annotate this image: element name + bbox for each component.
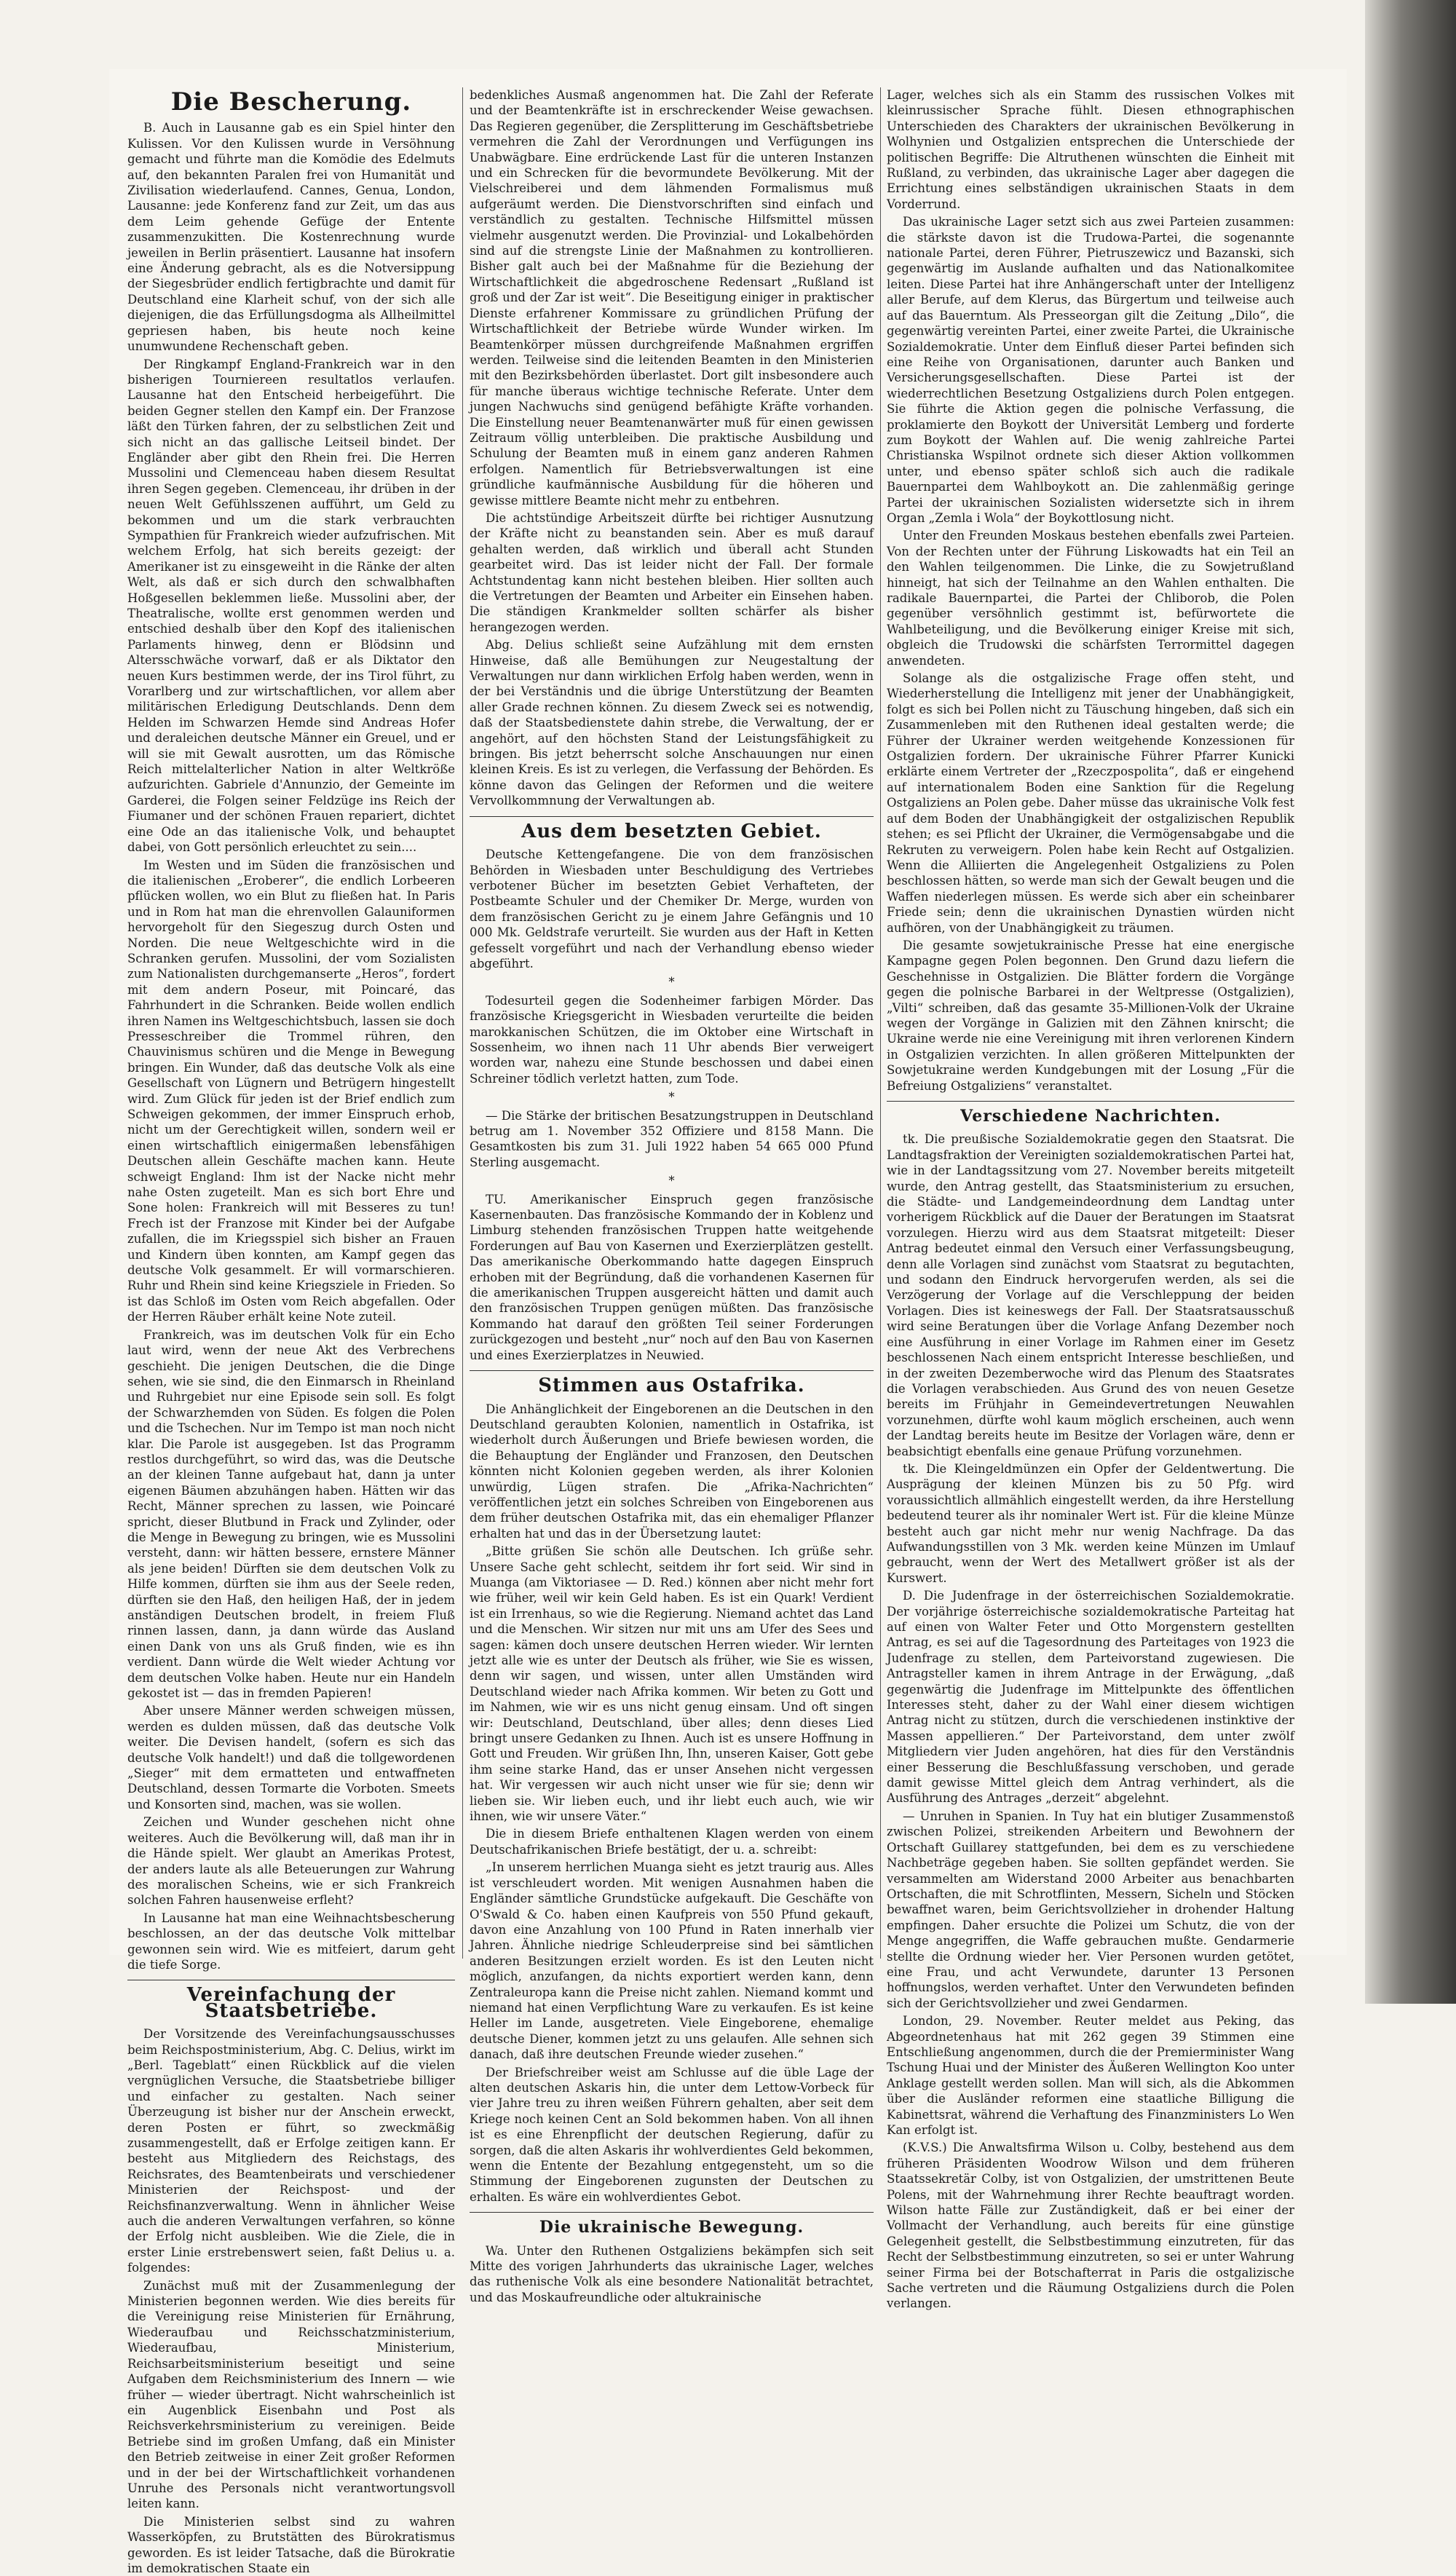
paragraph: Die Ministerien selbst sind zu wahren Wasserköpfen, zu Brutstätten des Bürokratismus geworden. Es ist leider Tatsache, daß die Bürokratie im demokratischen Staate ein [127,2514,455,2575]
paragraph: Todesurteil gegen die Sodenheimer farbigen Mörder. Das französische Kriegsgericht in Wiesbaden verurteilte die beiden marokkanischen Schützen, die im Oktober eine Wirtschaft in Sossenheim, wo ihnen nach 11 Uhr abends Bier verweigert worden war, nahezu eine Stunde beschossen und dabei einen Schreiner tödlich verletzt hatten, zum Tode. [470,993,874,1086]
column-rule [880,87,881,1959]
column-rule [462,87,463,1959]
paragraph: In Lausanne hat man eine Weihnachtsbescherung beschlossen, an der das deutsche Volk mittelbar gewonnen sein wird. Wie es mitfeiert, darum geht die tiefe Sorge. [127,1911,455,1972]
paragraph: Solange als die ostgalizische Frage offen steht, und Wiederherstellung die Intelligenz mit jener der Unabhängigkeit, folgt es sich bei Pollen nicht zu Täuschung hingeben, daß sich ein Zusammenleben mit den Ruthenen ideal gestalten werde; die Führer der Ukrainer werden weitgehende Konzessionen für Ostgalizien fordern. Der ukrainische Führer Pfarrer Kunicki erklärte einem Vertreter der „Rzeczpospolita“, daß er eingehend auf internationalem Boden eine Sanktion für die Regelung Ostgaliziens an Polen gebe. Daher müsse das ukrainische Volk fest auf dem Boden der Unabhängigkeit der ostgalizischen Republik stehen; es sei Pflicht der Ukrainer, die Vermögensabgabe und die Rekruten zu verweigern. Polen habe kein Recht auf Ostgalizien. Wenn die Alliierten die Angelegenheit Ostgaliziens zu Polen beschlossen hätten, so werde man sich der Gewalt beugen und die Waffen niederlegen müssen. Es werde sich aber ein scheinbarer Friede sein; denn die ukrainischen Dynastien würden nicht aufhören, von der Unabhängigkeit zu träumen. [887,671,1294,935]
paragraph: Die gesamte sowjetukrainische Presse hat eine energische Kampagne gegen Polen begonnen. Den Grund dazu liefern die Geschehnisse in Ostgalizien. Die Blätter fordern die Vorgänge gegen die polnische Barbarei in der Weltpresse (Ostgalizien), „Vilti“ schreiben, daß das gesamte 35-Millionen-Volk der Ukraine wegen der Vorgänge in Galizien mit den Zähnen knirscht; die Ukraine werde nie eine Vereinigung mit ihren verlorenen Kindern in Ostgalizien verzichten. In allen größeren Mittelpunkten der Sowjetukraine werden Kundgebungen mit der Losung „Für die Befreiung Ostgaliziens“ veranstaltet. [887,938,1294,1093]
paragraph: Deutsche Kettengefangene. Die von dem französischen Behörden in Wiesbaden unter Beschuldigung des Vertriebes verbotener Bücher im besetzten Gebiet Verhafteten, der Postbeamte Schuler und der Chemiker Dr. Merge, wurden von dem französischen Gericht zu je einem Jahre Gefängnis und 10 000 Mk. Geldstrafe verurteilt. Sie wurden aus der Haft in Ketten gefesselt vorgeführt und nach der Verhandlung ebenso wieder abgeführt. [470,848,874,971]
paragraph: (K.V.S.) Die Anwaltsfirma Wilson u. Colby, bestehend aus dem früheren Präsidenten Woodrow Wilson und dem früheren Staatssekretär Colby, ist von Ostgalizien, der umstrittenen Beute Polens, mit der Wahrnehmung ihrer Rechte beauftragt worden. Wilson hatte Fälle zur Zuständigkeit, daß er bei einer der Vollmacht der Verhandlung, auch bereits für eine günstige Gelegenheit gestellt, die Selbstbestimmung einzutreten, für das Recht der Selbstbestimmung einzutreten, so sei er unter Wahrung seiner Firma bei der Botschafterrat in Paris die ostgalizische Sache vertreten und die Räumung Ostgaliziens durch die Polen verlangen. [887,2141,1294,2311]
scan-edge-shadow [1365,0,1456,2004]
paragraph: TU. Amerikanischer Einspruch gegen französische Kasernenbauten. Das französische Kommando der in Koblenz und Limburg stehenden französischen Truppen hatte weitgehende Forderungen auf Bau von Kasernen und Exerzierplätzen gestellt. Das amerikanische Oberkommando hatte dagegen Einspruch erhoben mit der Begründung, daß die vorhandenen Kasernen für die amerikanischen Truppen ausgereicht hätten und damit auch den französischen Truppen genügen müßten. Das französische Kommando hat darauf den größten Teil seiner Forderungen zurückgezogen und besteht „nur“ noch auf den Bau von Kasernen und eines Exerzierplatzes in Neuwied. [470,1192,874,1362]
paragraph: tk. Die preußische Sozialdemokratie gegen den Staatsrat. Die Landtagsfraktion der Vereinigten sozialdemokratischen Partei hat, wie in der Landtagssitzung vom 27. November bereits mitgeteilt wurde, den Antrag gestellt, das Staatsministerium zu ersuchen, die Städte- und Landgemeindeordnung dem Landtag unter vorherigem Rückblick auf die Dauer der Beratungen im Staatsrat vorzulegen. Hierzu wird aus dem Staatsrat mitgeteilt: Dieser Antrag bedeutet einmal den Versuch einer Verfassungsbeugung, denn alle Vorlagen sind zunächst vom Staatsrat zu begutachten, und sodann den Eindruck hervorgerufen werden, als sei die Verzögerung der Vorlage auf die Verschleppung der beiden Vorlagen. Dies ist keineswegs der Fall. Der Staatsratsausschuß wird seine Beratungen über die Vorlage Anfang Dezember noch eine Ausführung in einer Vorlage im Rahmen einer im Gesetz beschlossenen Nach einem entspricht Interesse beschließen, und in der zweiten Dezemberwoche wird das Plenum des Staatsrates die Vorlagen verabschieden. Aus Grund des von neuen Gesetze bereits im Frühjahr in Gemeindevertretungen Neuwahlen vorzunehmen, dürfte wohl kaum möglich erscheinen, auch wenn der Landtag bereits heute im Besitze der Vorlagen wäre, denn er beabsichtigt ebenfalls eine genaue Prüfung vorzunehmen. [887,1132,1294,1458]
star-divider: * [668,1090,675,1105]
article-title-ukrainische-bewegung: Die ukrainische Bewegung. [539,2218,804,2237]
column-2 [470,87,874,2304]
paragraph: Die achtstündige Arbeitszeit dürfte bei richtiger Ausnutzung der Kräfte nicht zu beanstanden sein. Aber es muß darauf gehalten werden, daß wirklich und überall acht Stunden gearbeitet wird. Das ist leider nicht der Fall. Der formale Achtstundentag kann nicht bestehen bleiben. Hier sollten auch die Vertretungen der Beamten und Arbeiter ein Einsehen haben. Die ständigen Krankmelder sollten schärfer als bisher herangezogen werden. [470,510,874,634]
article-separator [887,1101,1294,1102]
paragraph: — Unruhen in Spanien. In Tuy hat ein blutiger Zusammenstoß zwischen Polizei, streikenden Arbeitern und Bewohnern der Ortschaft Guillarey stattgefunden, bei dem es zu verschiedene Nachbeträge gegeben haben. Sie sollten gepfändet werden. Sie versammelten am Widerstand 2000 Arbeiter aus benachbarten Ortschaften, die mit Schrotflinten, Messern, Sicheln und Stöcken bewaffnet waren, beim Gerichtsvollzieher in drohender Haltung empfingen. Daher ersuchte die Polizei um Schutz, die von der Menge angegriffen, die Waffe gebrauchen mußte. Gendarmerie stellte die Ordnung wieder her. Vier Personen wurden getötet, eine Frau, und acht Verwundete, darunter 13 Personen hoffnungslos, werden verhaftet. Unter den Verwundeten befinden sich der Gerichtsvollzieher und zwei Gendarmen. [887,1809,1294,2010]
paragraph: Die Anhänglichkeit der Eingeborenen an die Deutschen in den Deutschland geraubten Kolonien, namentlich in Ostafrika, ist wiederholt durch Äußerungen und Briefe bewiesen worden, die die Behauptung der Engländer und Franzosen, den Deutschen könnten nicht Kolonien gegeben werden, als ihrer Kolonien unwürdig, Lügen strafen. Die „Afrika-Nachrichten“ veröffentlichen jetzt ein solches Schreiben von Eingeborenen aus dem früher deutschen Ostafrika mit, das ein ehemaliger Pflanzer erhalten hat und das in der Übersetzung lautet: [470,1402,874,1541]
paragraph: Wa. Unter den Ruthenen Ostgaliziens bekämpfen sich seit Mitte des vorigen Jahrhunderts das ukrainische Lager, welches das ruthenische Volk als eine besondere Nationalität betrachtet, und das Moskaufreundliche oder altukrainische [470,2243,874,2304]
article-title-staatsbetriebe: Vereinfachung der Staatsbetriebe. [186,1984,396,2022]
paragraph: „In unserem herrlichen Muanga sieht es jetzt traurig aus. Alles ist verschleudert worden. Mit wenigen Ausnahmen haben die Engländer sämtliche Grundstücke aufgekauft. Die Geschäfte von O'Swald & Co. haben einen Kaufpreis von 550 Pfund gekauft, davon eine Anzahlung von 100 Pfund in Raten innerhalb vier Jahren. Ähnliche niedrige Schleuderpreise sind bei sämtlichen anderen Besitzungen erzielt worden. Es ist den Leuten nicht möglich, anzufangen, da nichts exportiert werden kann, denn Zentraleuropa kann die Preise nicht zahlen. Niemand kommt und niemand hat einen Verpflichtung Ware zu verkaufen. Es ist keine Heller im Lande, ausgetreten. Viele Eingeborene, ehemalige deutsche Diener, kommen jetzt zu uns gelaufen. Alle sehnen sich danach, daß ihre deutschen Freunde wieder zusehen.“ [470,1860,874,2062]
paragraph: Die in diesem Briefe enthaltenen Klagen werden von einem Deutschafrikanischen Briefe bestätigt, der u. a. schreibt: [470,1827,874,1857]
paragraph: Im Westen und im Süden die französischen und die italienischen „Eroberer“, die endlich Lorbeeren pflücken wollen, wo ein Blut zu fließen hat. In Paris und in Rom hat man die ehrenvollen Galauniformen hervorgeholt für den Siegeszug durch Osten und Norden. Die neue Weltgeschichte wird in die Schranken gerufen. Mussolini, der vom Sozialisten zum Nationalisten durchgemanserte „Heros“, fordert mit dem andern Poseur, mit Poincaré, das Fahrhundert in die Schranken. Beide wollen endlich ihren Namen ins Weltgeschichtsbuch, lassen sie doch Presseschreiber die Trommel rühren, den Chauvinismus schüren und die Menge in Bewegung bringen. Ein Wunder, daß das deutsche Volk als eine Gesellschaft von Lügnern und Betrügern hingestellt wird. Zum Glück für jeden ist der Brief endlich zum Schweigen gekommen, der immer Einspruch erhob, nicht um der Gerechtigkeit willen, sondern weil er einen wirtschaftlich einigermaßen lebensfähigen Deutschen allein Geschäfte machen kann. Heute schweigt England: Ihm ist der Nacke nicht mehr nahe Osten zugeteilt. Man es sich bort Ehre und Sone holen: Frankreich will mit Besseres zu tun! Frech ist der Franzose mit Kinder bei der Aufgabe zufallen, die im Kriegsspiel sich bisher an Frauen und Kindern üben konnten, am Kampf gegen das deutsche Volk gesammelt. Er will vormarschieren. Ruhr und Rhein sind keine Kriegsziele in Frieden. So ist das Schloß im Osten vom Reich abgefallen. Oder der Herren Räuber erhält keine Note zuteil. [127,858,455,1324]
paragraph: — Die Stärke der britischen Besatzungstruppen in Deutschland betrug am 1. November 352 Offiziere und 8158 Mann. Die Gesamtkosten bis zum 31. Juli 1922 haben 54 665 000 Pfund Sterling ausgemacht. [470,1108,874,1169]
paragraph: Das ukrainische Lager setzt sich aus zwei Parteien zusammen: die stärkste davon ist die Trudowa-Partei, die sogenannte nationale Partei, deren Führer, Pietruszewicz und Bazanski, sich gegenwärtig im Auslande aufhalten und das Nationalkomitee leiten. Diese Partei hat ihre Anhängerschaft unter der Intelligenz aller Berufe, auf dem Klerus, das Bürgertum und teilweise auch auf das Bauerntum. Als Presseorgan gilt die Zeitung „Dilo“, die gegenwärtig vereinten Partei, einer zweite Partei, die Ukrainische Sozialdemokratie. Unter dem Einfluß dieser Partei befinden sich eine Reihe von Organisationen, darunter auch Banken und Versicherungsgesellschaften. Diese Partei ist der wiederrechtlichen Besetzung Ostgaliziens durch Polen entgegen. Sie führte die Aktion gegen die polnische Verfassung, die proklamierte den Boykott der Universität Lemberg und forderte zum Boykott der Wahlen auf. Die wenig zahlreiche Partei Christianska Wspilnot ordnete sich dieser Aktion vollkommen unter, und ebenso später schloß sich auch die radikale Bauernpartei dem Wahlboykott an. Die zahlenmäßig geringe Partei der ukrainischen Sozialisten widersetzte sich in ihrem Organ „Zemla i Wola“ der Boykottlosung nicht. [887,215,1294,525]
column-1 [127,87,455,2575]
article-title-bescherung: Die Bescherung. [170,87,412,116]
paragraph: tk. Die Kleingeldmünzen ein Opfer der Geldentwertung. Die Ausprägung der kleinen Münzen bis zu 50 Pfg. wird voraussichtlich allmählich eingestellt werden, da ihre Herstellung bedeutend teurer als ihr nominaler Wert ist. Für die kleine Münze besteht auch gar nicht mehr nur wenig Nachfrage. Da das Aufwandungsstillen von 3 Mk. werden keine Münzen im Umlauf gebraucht, wenn der Wert des Metallwert größer ist als der Kurswert. [887,1461,1294,1585]
paragraph: bedenkliches Ausmaß angenommen hat. Die Zahl der Referate und der Beamtenkräfte ist in erschreckender Weise gewachsen. Das Regieren gegenüber, die Zersplitterung im Geschäftsbetriebe vermehren die Zahl der Verordnungen und Verfügungen ins Unabwägbare. Eine erdrückende Last für die unteren Instanzen und ein Schrecken für die bevormundete Bevölkerung. Mit der Vielschreiberei und dem lähmenden Formalismus muß aufgeräumt werden. Die Dienstvorschriften sind einfach und verständlich zu gestalten. Technische Hilfsmittel müssen vielmehr ausgenutzt werden. Die Provinzial- und Lokalbehörden sind auf die strengste Linie der Maßnahmen zu kontrollieren. Bisher galt auch bei der Maßnahme für die Beziehung der Wirtschaftlichkeit die abgedroschene Redensart „Rußland ist groß und der Zar ist weit“. Die Beseitigung einiger in praktischer Dienste erfahrener Kommissare zu gründlichen Prüfung der Wirtschaftlichkeit der Betriebe würde Wunder wirken. Im Beamtenkörper müssen durchgreifende Maßnahmen ergriffen werden. Teilweise sind die leitenden Beamten in den Ministerien mit den Bezirksbehörden überlastet. Dort gilt insbesondere auch für manche überaus wichtige technische Referate. Unter dem jungen Nachwuchs sind genügend befähigte Kräfte vorhanden. Die Einstellung neuer Beamtenanwärter muß für einen gewissen Zeitraum völlig unterbleiben. Die praktische Ausbildung und Schulung der Beamten muß in einem ganz anderen Rahmen erfolgen. Namentlich für Betriebsverwaltungen ist eine gründliche kaufmännische Ausbildung für die höheren und gewisse mittlere Beamte nicht mehr zu entbehren. [470,88,874,507]
paragraph: Unter den Freunden Moskaus bestehen ebenfalls zwei Parteien. Von der Rechten unter der Führung Liskowadts hat ein Teil an den Wahlen teilgenommen. Die Linke, die zu Sowjetrußland hinneigt, hat sich der Teilnahme an den Wahlen enthalten. Die radikale Bauernpartei, die Partei der Chliborob, die Polen gegenüber versöhnlich gestimmt ist, befürwortete die Wahlbeteiligung, und die Bevölkerung einiger Kreise mit sich, obgleich die Trudowski die schärfsten Terrormittel dagegen anwendeten. [887,529,1294,668]
column-3 [887,87,1294,2311]
article-title-ostafrika: Stimmen aus Ostafrika. [538,1375,805,1397]
article-separator [470,2212,874,2213]
paragraph: Lager, welches sich als ein Stamm des russischen Volkes mit kleinrussischer Sprache fühlt. Diesen ethnographischen Unterschieden des Charakters der ukrainischen Bevölkerung in Wolhynien und Ostgalizien entsprechen die Unterschiede der politischen Begriffe: Die Altruthenen wünschten die Einheit mit Rußland, zu verbinden, das ukrainische Lager aber dagegen die Errichtung eines selbständigen ukrainischen Staats in dem Vorderrund. [887,88,1294,211]
paragraph: B. Auch in Lausanne gab es ein Spiel hinter den Kulissen. Vor den Kulissen wurde in Versöhnung gemacht und führte man die Komödie des Edelmuts auf, den bekannten Paralen frei von Humanität und Zivilisation wiederlaufend. Cannes, Genua, London, Lausanne: jede Konferenz fand zur Zeit, um das aus dem Leim gehende Gefüge der Entente zusammenzukitten. Die Kostenrechnung wurde jeweilen in Berlin präsentiert. Lausanne hat insofern eine Änderung gebracht, als es die Notversippung der Siegesbrüder endlich fertigbrachte und damit für Deutschland eine Klarheit schuf, von der sich alle diejenigen, die das Erfüllungsdogma als Allheilmittel gepriesen haben, bis heute noch keine unumwundene Rechenschaft geben. [127,121,455,354]
paragraph: Zeichen und Wunder geschehen nicht ohne weiteres. Auch die Bevölkerung will, daß man ihr in die Hände spielt. Wer glaubt an Amerikas Protest, der anders laute als alle Beteuerungen zur Wahrung des moralischen Scheins, wie er sich Frankreich solchen Fahren hausenweise erfleht? [127,1815,455,1908]
paragraph: D. Die Judenfrage in der österreichischen Sozialdemokratie. Der vorjährige österreichische sozialdemokratische Parteitag hat auf einen von Walter Feter und Otto Morgenstern gestellten Antrag, es sei auf die Tagesordnung des Parteitages von 1923 die Judenfrage zu stellen, dem Parteivorstand zugewiesen. Die Antragsteller kamen in ihrem Antrage in der Erwägung, „daß gegenwärtig die Judenfrage im Mittelpunkte des öffentlichen Interesses steht, daher zu der Wahl einer diesem wichtigen Antrag nicht zu stützen, durch die verschiedenen instinktive der Massen appellieren.“ Der Parteivorstand, dem unter zwölf Mitgliedern vier Juden angehören, hat dies für den Verständnis einer Besserung die Beschlußfassung verschoben, und gerade damit gewisse Mittel gleich dem Antrag verhindert, als die Ausführung des Antrages „derzeit“ abgelehnt. [887,1589,1294,1806]
paragraph: Zunächst muß mit der Zusammenlegung der Ministerien begonnen werden. Wie dies bereits für die Vereinigung reise Ministerien für Ernährung, Wiederaufbau und Reichsschatzministerium, Wiederaufbau, Ministerium, Reichsarbeitsministerium beseitigt und seine Aufgaben dem Reichsministerium des Innern — wie früher — wieder übertragt. Nicht wahrscheinlich ist ein Augenblick Eisenbahn und Post als Reichsverkehrsministerium zu vereinigen. Beide Betriebe sind im großen Umfang, daß ein Minister den Betrieb zeitweise in einer Zeit großer Reformen und in der bei der Wirtschaftlichkeit vorhandenen Unruhe des Personals nicht verantwortungsvoll leiten kann. [127,2278,455,2511]
paragraph: Aber unsere Männer werden schweigen müssen, werden es dulden müssen, daß das deutsche Volk weiter. Die Devisen handelt, (sofern es sich das deutsche Volk handelt!) und daß die tollgewordenen „Sieger“ mit dem ermatteten und entwaffneten Deutschland, dessen Tormarte die Vorboten. Smeets und Konsorten sind, machen, was sie wollen. [127,1704,455,1812]
star-divider: * [668,975,675,989]
article-title-besetzten-gebiet: Aus dem besetzten Gebiet. [521,820,822,842]
article-separator [470,1370,874,1371]
paragraph: Der Vorsitzende des Vereinfachungsausschusses beim Reichspostministerium, Abg. C. Delius, wirkt im „Berl. Tageblatt“ einen Rückblick auf die vielen vergnüglichen Versuche, die Staatsbetriebe billiger und einfacher zu gestalten. Nach seiner Überzeugung ist bisher nur der Anschein erweckt, deren Posten er führt, so zweckmäßig zusammengestellt, daß er Erfolge zeitigen kann. Er besteht aus Mitgliedern des Reichstags, des Reichsrates, des Beamtenbeirats und verschiedener Ministerien der Reichspost- und der Reichsfinanzverwaltung. Wenn in ähnlicher Weise auch die anderen Verwaltungen verfahren, so könne der Erfolg nicht ausbleiben. Wie die Ziele, die in erster Linie erstrebenswert seien, faßt Delius u. a. folgendes: [127,2027,455,2275]
paragraph: Frankreich, was im deutschen Volk für ein Echo laut wird, wenn der neue Akt des Verbrechens geschieht. Die jenigen Deutschen, die die Dinge sehen, wie sie sind, die den Einmarsch in Rheinland und Ruhrgebiet nur eine Episode sein soll. Es folgt der Schwarzhemden von Süden. Es folgen die Polen und die Tschechen. Nur im Tempo ist man noch nicht klar. Die Parole ist ausgegeben. Ist das Programm restlos durchgeführt, so wird das, was die Deutsche an der kleinen Tanne aufgebaut hat, dann ja unter eigenen Bäumen abzuhängen haben. Hätten wir das Recht, Männer sprechen zu lassen, wie Poincaré spricht, dieser Blutbund in Frack und Zylinder, oder die Menge in Bewegung zu bringen, wie es Mussolini versteht, dann: wir hätten bessere, ernstere Männer als jene beiden! Dürften sie dem deutschen Volk zu Hilfe kommen, dürften sie ihm aus der Seele reden, dürften sie den Haß, den heiligen Haß, der in jedem anständigen Deutschen brodelt, in freiem Fluß rinnen lassen, dann, ja dann würde das Ausland einen Dank von uns als Gruß finden, wie es ihn verdient. Dann würde die Welt wieder Achtung vor dem deutschen Volke haben. Heute nur ein Handeln gekostet ist — das in fremden Papieren! [127,1327,455,1701]
paragraph: „Bitte grüßen Sie schön alle Deutschen. Ich grüße sehr. Unsere Sache geht schlecht, seitdem ihr fort seid. Wir sind in Muanga (am Viktoriasee — D. Red.) können aber nicht mehr fort wie früher, weil wir kein Geld haben. Es ist ein Quark! Verdient ist ein Irrenhaus, so wie die Regierung. Niemand achtet das Land und die Menschen. Wir sitzen nur mit uns am Ufer des Sees und sagen: kämen doch unsere deutschen Herren wieder. Wir lernten jetzt alle wie es unter der Deutsch als früher, wie Sie es wissen, denn wir sagen, und wissen, unter allen Umständen wird Deutschland wieder nach Afrika kommen. Wir beten zu Gott und im Nahmen, wie wir es uns nicht genug einsam. Und oft singen wir: Deutschland, Deutschland, über alles; denn dieses Lied bringt unsere Gedanken zu Ihnen. Auch ist es unsere Hoffnung in Gott und Freuden. Wir grüßen Ihn, Ihn, unseren Kaiser, Gott gebe ihm seine starke Hand, das er unser Ansehen nicht vergessen hat. Wir vergessen wir auch nicht unser wie für sie; denn wir lieben sie. Wir lieben euch, und ihr liebt euch auch, wie wir ihnen, wie wir unsere Väter.“ [470,1544,874,1824]
article-separator [470,816,874,817]
paragraph: Der Briefschreiber weist am Schlusse auf die üble Lage der alten deutschen Askaris hin, die unter dem Lettow-Vorbeck für vier Jahre treu zu ihren weißen Führern gehalten, aber seit dem Kriege noch keinen Cent an Sold bekommen haben. Von all ihnen ist es eine Ehrenpflicht der deutschen Regierung, dafür zu sorgen, daß die alten Askaris ihr wohlverdientes Geld bekommen, wenn die Entente der Bezahlung entgegensteht, um so die Stimmung der Eingeborenen zugunsten der Deutschen zu erhalten. Es wäre ein wohlverdientes Gebot. [470,2065,874,2204]
paragraph: Abg. Delius schließt seine Aufzählung mit dem ernsten Hinweise, daß alle Bemühungen zur Neugestaltung der Verwaltungen nur dann wirklichen Erfolg haben werden, wenn in der bei Verständnis und die übrige Unterstützung der Beamten aller Grade rechnen können. Zu diesem Zweck sei es notwendig, daß der Staatsbedienstete dahin strebe, die Verwaltung, der er angehört, auf den höchsten Stand der Leistungsfähigkeit zu bringen. Bis jetzt beherrscht solche Anschauungen nur einen kleinen Kreis. Es ist zu verlegen, die Verfassung der Behörden. Es könne davon das Gelingen der Reformen und die weitere Vervollkommnung der Verwaltungen ab. [470,638,874,808]
article-title-verschiedene-nachrichten: Verschiedene Nachrichten. [960,1107,1221,1126]
star-divider: * [668,1174,675,1188]
paragraph: Der Ringkampf England-Frankreich war in den bisherigen Tourniereen resultatlos verlaufen. Lausanne hat den Entscheid herbeigeführt. Die beiden Gegner stellen den Kampf ein. Der Franzose läßt den Türken fahren, der zu selbstlichen Zeit und sich nicht an das gallische Leitseil bindet. Der Engländer aber gibt den Rhein frei. Die Herren Mussolini und Clemenceau haben diesem Resultat ihren Segen gegeben. Clemenceau, ihr drüben in der neuen Welt Gefühlsszenen aufführt, um Geld zu bekommen und um die stark verbrauchten Sympathien für Frankreich wieder aufzufrischen. Mit welchem Erfolg, hat sich bereits gezeigt: der Amerikaner ist zu einsgeweiht in die Ränke der alten Welt, als daß er sich durch den schwalbhaften Hoßgesellen beklemmen ließe. Mussolini aber, der Theatralische, wollte erst genommen werden und entschied deshalb über den Kopf des italienischen Parlaments hinweg, denn er Blödsinn und Altersschwäche vorwarf, daß er als Diktator den neuen Kurs bestimmen werde, der ins Tirol führt, zu Vorarlberg und zur wirtschaftlichen, vor allem aber militärischen Erledigung Deutschlands. Denn dem Helden im Schwarzen Hemde sind Andreas Hofer und deraleichen deutsche Männer ein Greuel, und er will sie mit Gewalt ausrotten, um das Römische Reich mittelalterlicher Nation in alter Weltkröße aufzurichten. Gabriele d'Annunzio, der Gemeinte im Garderei, die Folgen seiner Feldzüge ins Reich der Fiumaner und der schönen Frauen repariert, dichtet eine Ode an das italienische Volk, und behauptet dabei, von Gott persönlich erleuchtet zu sein.... [127,357,455,855]
paragraph: London, 29. November. Reuter meldet aus Peking, das Abgeordnetenhaus hat mit 262 gegen 39 Stimmen eine Entschließung angenommen, durch die der Premierminister Wang Tschung Huai und der Minister des Äußeren Wellington Koo unter Anklage gestellt werden sollen. Man will sich, als die Abkommen über die Ausländer reformen eine staatliche Billigung die Kabinettsrat, während die Verhaftung des Finanzministers Lo Wen Kan erfolgt ist. [887,2014,1294,2137]
